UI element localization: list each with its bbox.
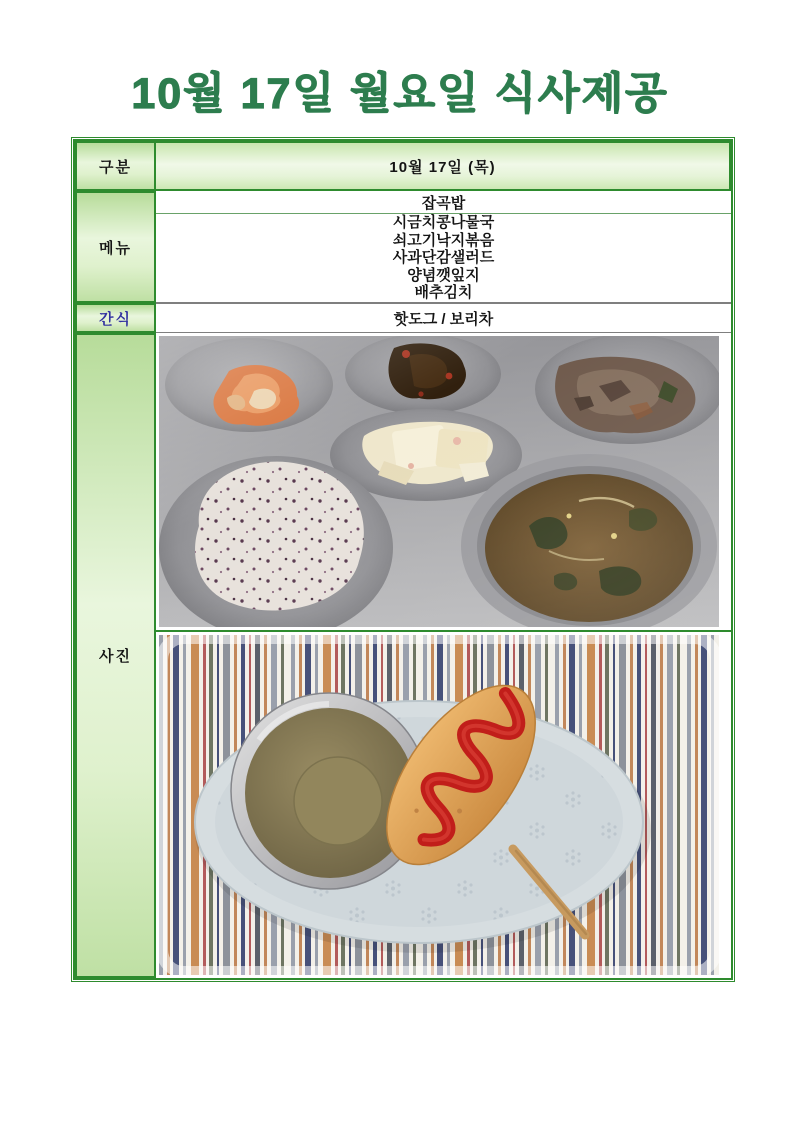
menu-item: 쇠고기낙지볶음 [392,231,495,249]
menu-item: 시금치콩나물국 [392,214,495,232]
photo-cell-lunch-tray [156,333,731,632]
category-date-cell: 10월 17일 (목) [156,141,731,191]
snack-label-cell: 간식 [75,303,156,333]
meal-info-table [73,139,733,980]
photo-cell-snack [156,632,731,978]
snack-corndog-photo [159,635,719,975]
snack-value-cell: 핫도그 / 보리차 [156,303,731,333]
category-label-cell: 구분 [75,141,156,191]
menu-items-cell [156,214,731,303]
menu-label-cell: 메뉴 [75,191,156,303]
menu-rice-cell: 잡곡밥 [156,191,731,214]
lunch-tray-photo [159,336,719,627]
photo-label-cell: 사진 [75,333,156,978]
menu-item: 배추김치 [414,284,473,302]
menu-item: 양념깻잎지 [407,266,480,284]
menu-item: 사과단감샐러드 [392,249,495,267]
page-title: 10월 17일 월요일 식사제공 [131,70,669,118]
